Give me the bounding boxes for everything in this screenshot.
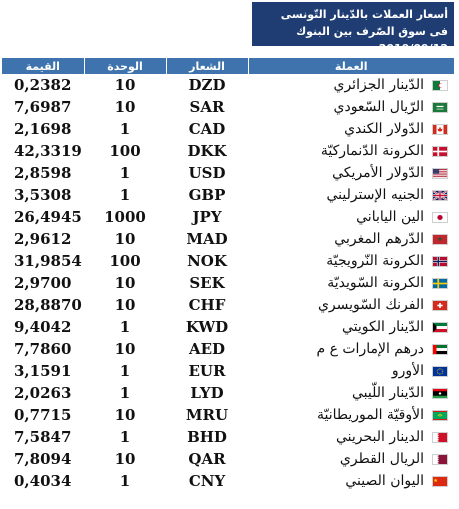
rate-value: 26,4945 xyxy=(14,208,82,226)
currency-name-cell xyxy=(248,294,454,316)
header-code: الشعار xyxy=(166,58,248,74)
libya-flag-icon xyxy=(432,388,448,399)
table-row xyxy=(2,404,454,426)
rate-value: 31,9854 xyxy=(14,252,82,270)
rate-value: 2,8598 xyxy=(14,164,72,182)
currency-code: MAD xyxy=(186,230,228,248)
rate-value: 42,3319 xyxy=(14,142,82,160)
page-title xyxy=(252,2,454,55)
currency-name-cell xyxy=(248,228,454,250)
currency-name: الدّينار الجزائري xyxy=(333,77,424,93)
rate-unit: 1 xyxy=(119,362,131,380)
currency-code: GBP xyxy=(188,186,226,204)
table-row xyxy=(2,118,454,140)
currency-name-cell xyxy=(248,162,454,184)
uk-flag-icon xyxy=(432,190,448,201)
table-row xyxy=(2,206,454,228)
currency-name-cell xyxy=(248,426,454,448)
rate-unit: 1 xyxy=(119,428,131,446)
currency-name: الكرونة السّويديّة xyxy=(327,275,424,291)
rate-value: 3,5308 xyxy=(14,186,72,204)
currency-code: NOK xyxy=(187,252,227,270)
rate-unit: 10 xyxy=(114,406,136,424)
table-row xyxy=(2,272,454,294)
sweden-flag-icon xyxy=(432,278,448,289)
rate-unit: 1 xyxy=(119,318,131,336)
rate-unit: 10 xyxy=(114,76,136,94)
currency-name: الأوقيّة الموريطانيّة xyxy=(316,407,424,423)
japan-flag-icon xyxy=(432,212,448,223)
rate-value: 7,8094 xyxy=(14,450,72,468)
mauritania-flag-icon xyxy=(432,410,448,421)
currency-code: JPY xyxy=(192,208,222,226)
bahrain-flag-icon xyxy=(432,432,448,443)
currency-code: AED xyxy=(188,340,226,358)
currency-name-cell xyxy=(248,206,454,228)
currency-name-cell xyxy=(248,272,454,294)
table-row xyxy=(2,294,454,316)
title-line-1: أسعار العملات بالدّينار التّونسى xyxy=(280,8,448,21)
table-row xyxy=(2,316,454,338)
currency-code: KWD xyxy=(185,318,229,336)
currency-name-cell xyxy=(248,360,454,382)
currency-name: الكرونة الدّنماركيّة xyxy=(320,143,424,159)
rate-value: 2,1698 xyxy=(14,120,72,138)
rate-unit: 1 xyxy=(119,472,131,490)
rate-unit: 100 xyxy=(109,142,141,160)
currency-name-cell xyxy=(248,140,454,162)
rate-unit: 10 xyxy=(114,98,136,116)
header-value: القيمة xyxy=(2,58,84,74)
currency-code: CAD xyxy=(188,120,226,138)
table-row xyxy=(2,140,454,162)
table-row xyxy=(2,338,454,360)
currency-name-cell xyxy=(248,448,454,470)
saudi-flag-icon xyxy=(432,102,448,113)
rate-unit: 10 xyxy=(114,296,136,314)
usa-flag-icon xyxy=(432,168,448,179)
rate-value: 7,6987 xyxy=(14,98,72,116)
currency-code: QAR xyxy=(188,450,226,468)
rate-unit: 1 xyxy=(119,384,131,402)
rate-value: 2,9700 xyxy=(14,274,72,292)
currency-name: الجنيه الإسترليني xyxy=(326,187,424,203)
currency-code: CNY xyxy=(188,472,226,490)
eu-flag-icon xyxy=(432,366,448,377)
table-row xyxy=(2,162,454,184)
china-flag-icon xyxy=(432,476,448,487)
rate-unit: 1 xyxy=(119,120,131,138)
rate-value: 9,4042 xyxy=(14,318,72,336)
currency-code: DKK xyxy=(187,142,227,160)
rate-value: 0,2382 xyxy=(14,76,72,94)
uae-flag-icon xyxy=(432,344,448,355)
switzerland-flag-icon xyxy=(432,300,448,311)
table-row xyxy=(2,426,454,448)
rate-value: 28,8870 xyxy=(14,296,82,314)
rate-value: 0,7715 xyxy=(14,406,72,424)
header-unit: الوحدة xyxy=(84,58,166,74)
currency-code: BHD xyxy=(187,428,227,446)
currency-name: الريال القطري xyxy=(339,451,424,467)
currency-name: الدّولار الكندي xyxy=(344,121,424,137)
rate-value: 7,5847 xyxy=(14,428,72,446)
currency-name: الدينار البحريني xyxy=(335,429,424,445)
currency-name: الأورو xyxy=(391,363,424,379)
rate-unit: 10 xyxy=(114,274,136,292)
currency-name-cell xyxy=(248,74,454,96)
currency-name: الكرونة النّرويجيّة xyxy=(326,253,424,269)
currency-name-cell xyxy=(248,404,454,426)
table-row xyxy=(2,360,454,382)
rate-value: 3,1591 xyxy=(14,362,72,380)
rate-unit: 1 xyxy=(119,164,131,182)
currency-code: DZD xyxy=(188,76,226,94)
header-currency: العملة xyxy=(248,58,454,74)
currency-name: الدّولار الأمريكي xyxy=(332,165,424,181)
currency-name-cell xyxy=(248,96,454,118)
rate-value: 2,0263 xyxy=(14,384,72,402)
table-row xyxy=(2,470,454,492)
currency-code: SEK xyxy=(189,274,225,292)
currency-name: الدّينار اللّيبي xyxy=(351,385,424,401)
currency-name: الدّرهم المغربي xyxy=(334,231,424,247)
title-line-2: فى سوق الصّرف بين البنوك 2019/09/12 xyxy=(296,25,448,55)
norway-flag-icon xyxy=(432,256,448,267)
rate-unit: 10 xyxy=(114,340,136,358)
table-row xyxy=(2,382,454,404)
currency-name-cell xyxy=(248,470,454,492)
currency-name-cell xyxy=(248,316,454,338)
table-row xyxy=(2,228,454,250)
currency-name: الرّيال السّعودي xyxy=(333,99,424,115)
morocco-flag-icon xyxy=(432,234,448,245)
exchange-rates-table xyxy=(2,58,454,492)
currency-name-cell xyxy=(248,250,454,272)
table-row xyxy=(2,74,454,96)
table-row xyxy=(2,184,454,206)
currency-code: CHF xyxy=(188,296,226,314)
rate-unit: 10 xyxy=(114,450,136,468)
currency-name: الين الياباني xyxy=(356,209,424,225)
kuwait-flag-icon xyxy=(432,322,448,333)
currency-name-cell xyxy=(248,118,454,140)
table-row xyxy=(2,250,454,272)
currency-name-cell xyxy=(248,338,454,360)
rate-value: 0,4034 xyxy=(14,472,72,490)
rate-unit: 10 xyxy=(114,230,136,248)
currency-code: EUR xyxy=(188,362,226,380)
table-row xyxy=(2,448,454,470)
currency-name: اليوان الصيني xyxy=(345,473,424,489)
rate-unit: 100 xyxy=(109,252,141,270)
currency-name: درهم الإمارات ع م xyxy=(316,341,424,357)
currency-code: SAR xyxy=(189,98,225,116)
currency-code: USD xyxy=(188,164,226,182)
qatar-flag-icon xyxy=(432,454,448,465)
algeria-flag-icon xyxy=(432,80,448,91)
rate-unit: 1000 xyxy=(104,208,146,226)
rate-value: 7,7860 xyxy=(14,340,72,358)
rate-unit: 1 xyxy=(119,186,131,204)
currency-name-cell xyxy=(248,184,454,206)
rate-value: 2,9612 xyxy=(14,230,72,248)
currency-name-cell xyxy=(248,382,454,404)
table-header-row xyxy=(2,58,454,74)
table-row xyxy=(2,96,454,118)
canada-flag-icon xyxy=(432,124,448,135)
currency-name: الفرنك السّويسري xyxy=(317,297,424,313)
denmark-flag-icon xyxy=(432,146,448,157)
currency-code: MRU xyxy=(185,406,229,424)
currency-code: LYD xyxy=(190,384,224,402)
currency-name: الدّينار الكويتي xyxy=(341,319,424,335)
